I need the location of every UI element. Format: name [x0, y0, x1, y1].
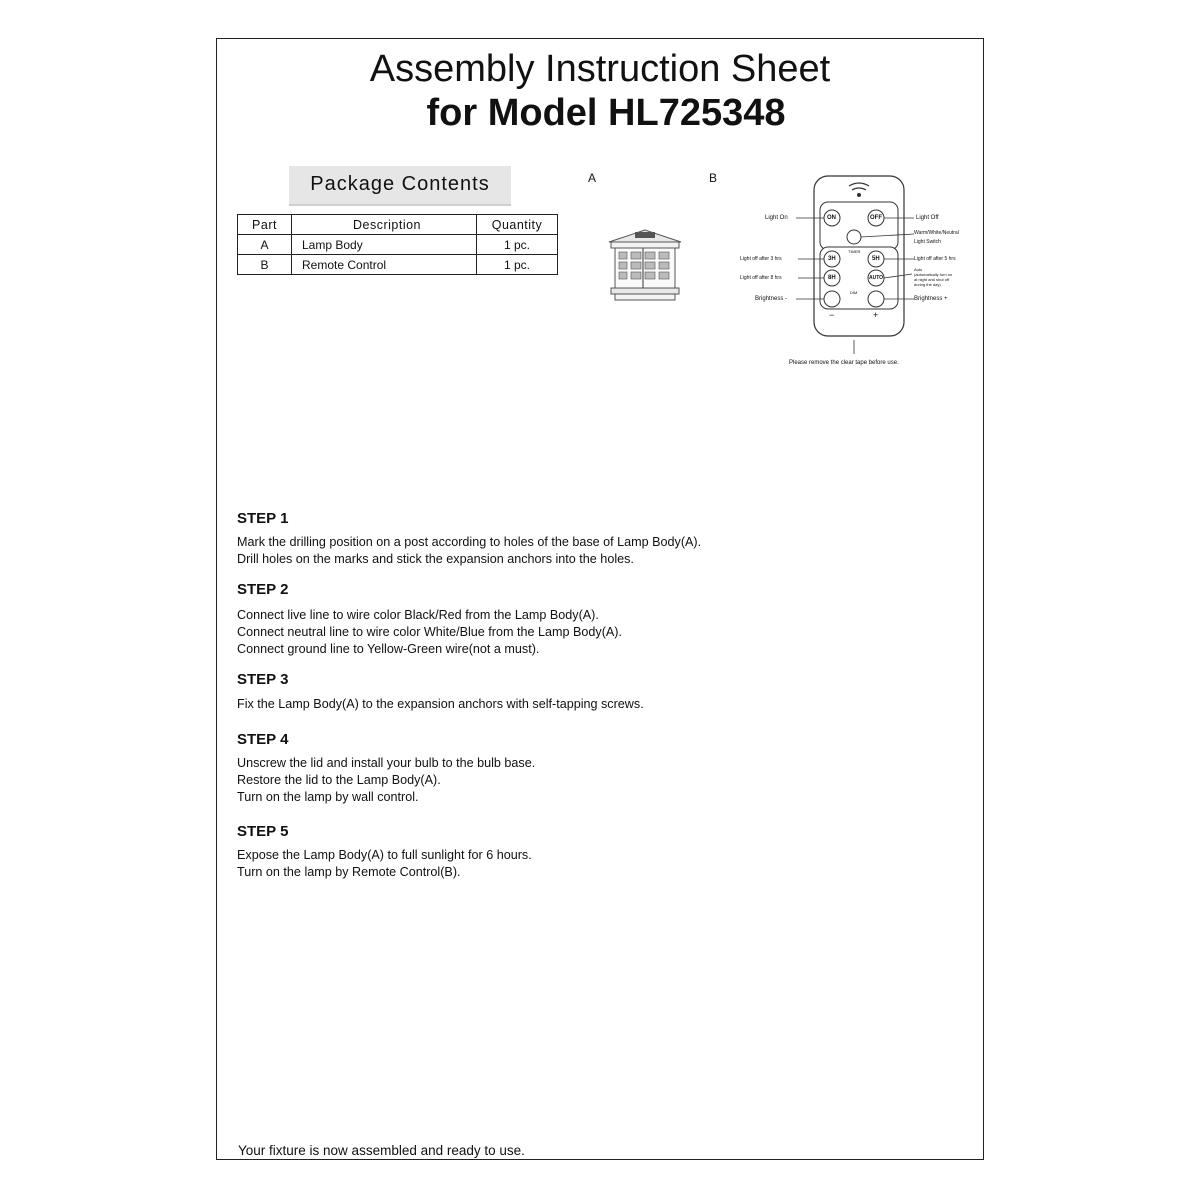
light-off-label: Light Off — [916, 215, 939, 221]
brightness-minus-label: Brightness - — [755, 296, 788, 302]
light-on-label: Light On — [765, 215, 788, 221]
remote-on-button: ON — [827, 215, 836, 221]
auto-label — [914, 267, 952, 287]
package-contents-heading: Package Contents — [289, 166, 511, 206]
step-1-title: STEP 1 — [237, 510, 289, 527]
remote-plus-label: + — [873, 310, 879, 320]
model-title: for Model HL725348 — [426, 92, 786, 134]
step-2-text — [237, 607, 622, 658]
cell-description: Lamp Body — [292, 235, 477, 255]
after-3-label: Light off after 3 hrs — [740, 256, 782, 262]
column-header-part: Part — [238, 215, 292, 235]
cell-part: B — [238, 255, 292, 275]
footer-note: Your fixture is now assembled and ready to use. — [238, 1143, 525, 1158]
tape-note: Please remove the clear tape before use. — [789, 360, 899, 366]
page-title: Assembly Instruction Sheet — [369, 48, 831, 90]
figure-label-a: A — [588, 171, 597, 185]
step-2-title: STEP 2 — [237, 581, 289, 598]
auto-line-4: during the day) — [914, 282, 941, 287]
step-3-line-1: Fix the Lamp Body(A) to the expansion anchors with self-tapping screws. — [237, 697, 644, 711]
table-row — [238, 235, 558, 255]
cell-quantity: 1 pc. — [477, 235, 558, 255]
remote-minus-label: − — [829, 310, 835, 320]
remote-5h-button: 5H — [872, 256, 880, 262]
step-2-line-2: Connect neutral line to wire color White/Blue from the Lamp Body(A). — [237, 625, 622, 639]
remote-3h-button: 3H — [828, 256, 836, 262]
step-2-line-3: Connect ground line to Yellow-Green wire(not a must). — [237, 642, 540, 656]
step-5-text — [237, 847, 532, 881]
figure-label-b: B — [709, 171, 718, 185]
remote-8h-button: 8H — [828, 275, 836, 281]
step-1-line-2: Drill holes on the marks and stick the expansion anchors into the holes. — [237, 552, 634, 566]
remote-auto-button: AUTO — [869, 275, 884, 281]
auto-line-3: at night and shut off — [914, 277, 950, 282]
step-3-title: STEP 3 — [237, 671, 289, 688]
step-4-line-1: Unscrew the lid and install your bulb to the bulb base. — [237, 756, 536, 770]
step-3-text — [237, 696, 644, 713]
package-contents-table — [237, 214, 558, 275]
cell-part: A — [238, 235, 292, 255]
step-2-line-1: Connect live line to wire color Black/Red from the Lamp Body(A). — [237, 608, 599, 622]
table-header-row — [238, 215, 558, 235]
after-5-label: Light off after 5 hrs — [914, 256, 956, 262]
remote-timer-label: TIMER — [848, 249, 861, 254]
remote-off-button: OFF — [870, 215, 882, 221]
remote-dim-label: DIM — [850, 290, 858, 295]
step-5-line-1: Expose the Lamp Body(A) to full sunlight for 6 hours. — [237, 848, 532, 862]
cell-description: Remote Control — [292, 255, 477, 275]
step-5-line-2: Turn on the lamp by Remote Control(B). — [237, 865, 461, 879]
table-row — [238, 255, 558, 275]
column-header-quantity: Quantity — [477, 215, 558, 235]
step-1-text — [237, 534, 701, 568]
brightness-plus-label: Brightness + — [914, 296, 948, 302]
after-8-label: Light off after 8 hrs — [740, 275, 782, 281]
light-switch-label: Light Switch — [914, 239, 941, 245]
step-4-line-3: Turn on the lamp by wall control. — [237, 790, 419, 804]
step-4-text — [237, 755, 535, 806]
auto-line-1: Auto — [914, 267, 923, 272]
cell-quantity: 1 pc. — [477, 255, 558, 275]
lamp-body-illustration — [605, 228, 685, 304]
column-header-description: Description — [292, 215, 477, 235]
step-1-line-1: Mark the drilling position on a post according to holes of the base of Lamp Body(A). — [237, 535, 702, 549]
step-4-title: STEP 4 — [237, 731, 289, 748]
step-4-line-2: Restore the lid to the Lamp Body(A). — [237, 773, 441, 787]
step-5-title: STEP 5 — [237, 823, 289, 840]
color-switch-label: Warm/White/Neutral — [914, 230, 959, 236]
auto-line-2: (automatically turn on — [914, 272, 953, 277]
